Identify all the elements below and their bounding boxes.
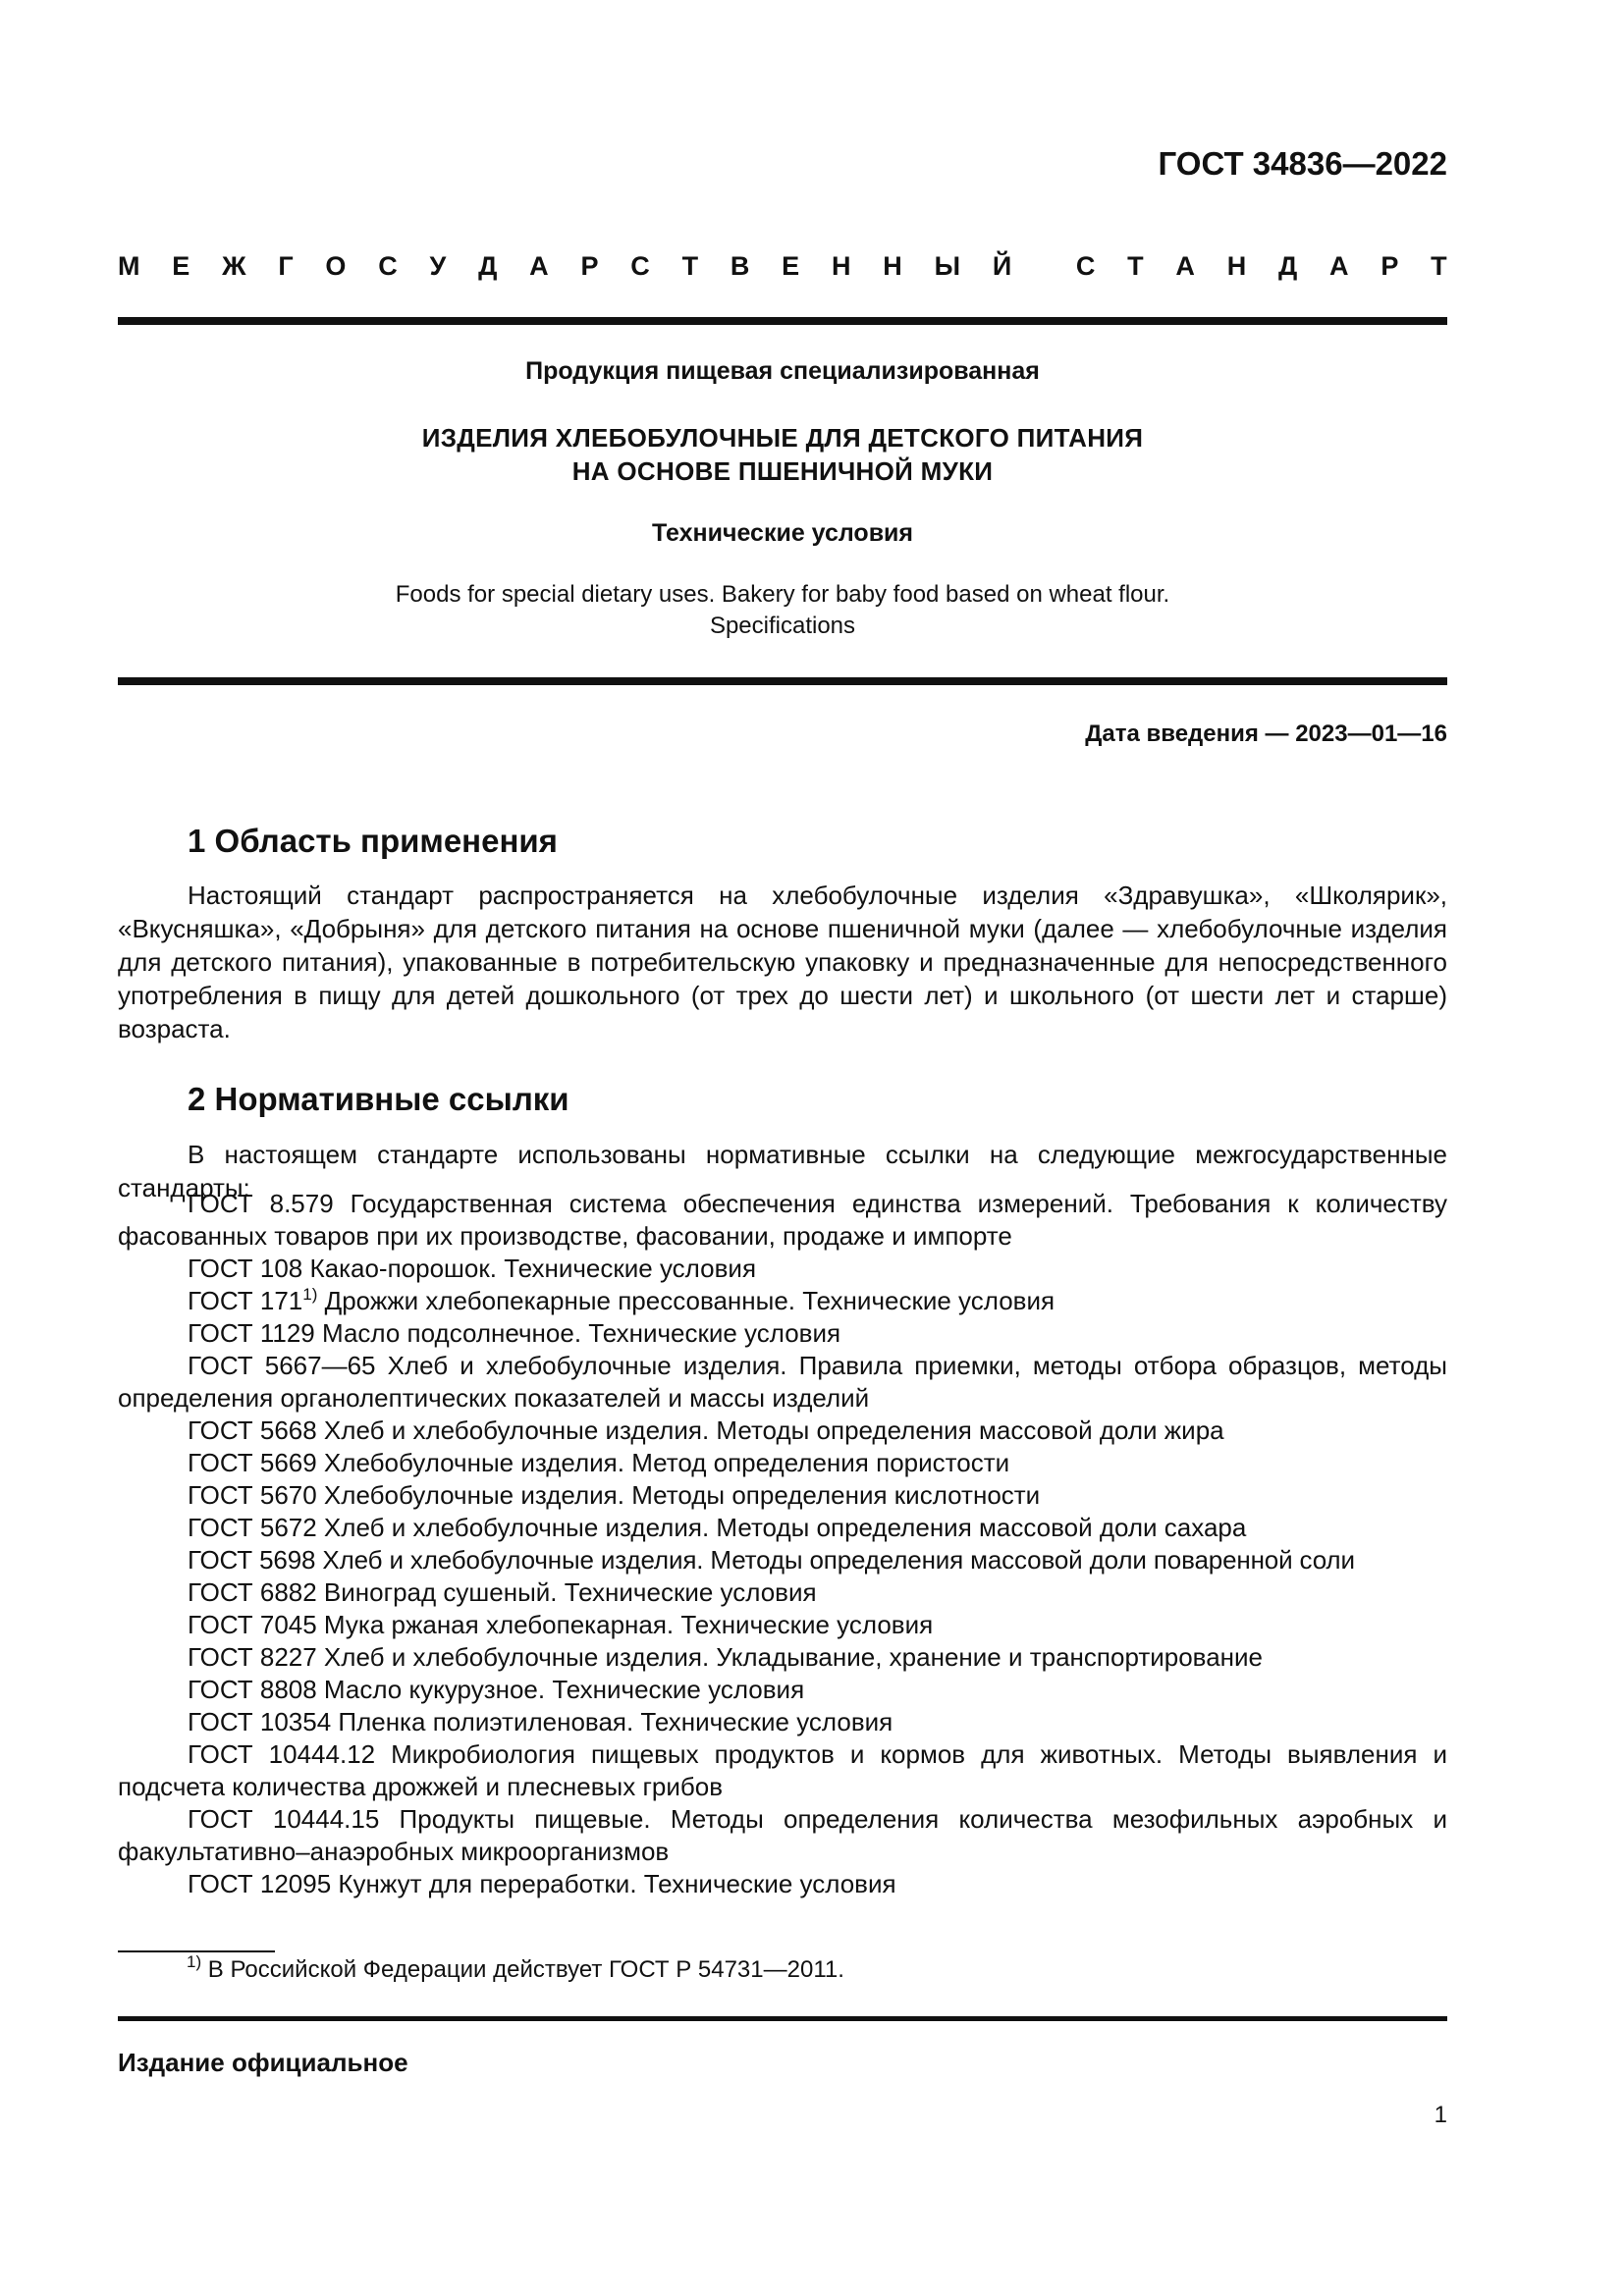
footnote (187, 1952, 844, 1984)
reference-item: ГОСТ 10354 Пленка полиэтиленовая. Технические условия (188, 1707, 893, 1736)
reference-item: ГОСТ 12095 Кунжут для переработки. Технические условия (188, 1869, 896, 1898)
normative-references-list (118, 1188, 1447, 1900)
banner-letter: Е (172, 251, 190, 281)
reference-item: ГОСТ 5668 Хлеб и хлебобулочные изделия. Методы определения массовой доли жира (188, 1415, 1224, 1445)
banner-letter: С (1075, 251, 1096, 281)
reference-item: ГОСТ 10444.12 Микробиология пищевых продуктов и кормов для животных. Методы выявления и подсчета количества дрожжей и плесневых грибов (118, 1739, 1447, 1801)
english-title-line-1: Foods for special dietary uses. Bakery for baby food based on wheat flour. (395, 581, 1170, 608)
banner-letter: У (429, 251, 447, 281)
reference-item: ГОСТ 108 Какао-порошок. Технические условия (188, 1254, 757, 1283)
reference-item: ГОСТ 10444.15 Продукты пищевые. Методы определения количества мезофильных аэробных и факультативно–анаэробных микроорганизмов (118, 1804, 1447, 1866)
banner-letter: Д (478, 251, 498, 281)
banner-letter: Н (1226, 251, 1247, 281)
reference-item: ГОСТ 8.579 Государственная система обеспечения единства измерений. Требования к количеству фасованных товаров при их производстве, фасовании, продаже и импорте (118, 1189, 1447, 1251)
interstate-standard-banner (118, 251, 1447, 282)
banner-letter: Е (782, 251, 800, 281)
standard-title-line-1: ИЗДЕЛИЯ ХЛЕБОБУЛОЧНЫЕ ДЛЯ ДЕТСКОГО ПИТАНИЯ (421, 423, 1144, 453)
banner-letter: Г (278, 251, 294, 281)
reference-item: ГОСТ 7045 Мука ржаная хлебопекарная. Технические условия (188, 1610, 934, 1639)
footnote-text: В Российской Федерации действует ГОСТ Р 54731—2011. (207, 1956, 844, 1983)
banner-letter: Н (831, 251, 851, 281)
reference-item: ГОСТ 8808 Масло кукурузное. Технические условия (188, 1675, 805, 1704)
banner-letter: С (630, 251, 650, 281)
standard-spec: Технические условия (651, 519, 914, 547)
reference-item: ГОСТ 6882 Виноград сушеный. Технические условия (188, 1577, 817, 1607)
banner-letter: Т (1127, 251, 1144, 281)
page-number: 1 (1434, 2102, 1447, 2128)
banner-letter: Р (580, 251, 599, 281)
header-rule (118, 317, 1447, 325)
reference-item: ГОСТ 5698 Хлеб и хлебобулочные изделия. Методы определения массовой доли поваренной соли (188, 1545, 1355, 1575)
banner-letter: Т (681, 251, 699, 281)
banner-letter: А (1175, 251, 1195, 281)
banner-letter: Й (992, 251, 1012, 281)
footnote-marker: 1) (187, 1952, 202, 1971)
reference-title: Дрожжи хлебопекарные прессованные. Технические условия (324, 1286, 1056, 1315)
title-rule (118, 677, 1447, 685)
document-number: ГОСТ 34836—2022 (1158, 145, 1447, 182)
english-title (118, 579, 1447, 642)
reference-item: ГОСТ 1129 Масло подсолнечное. Технические условия (188, 1318, 841, 1348)
banner-letter: Т (1431, 251, 1447, 281)
reference-item: ГОСТ 5672 Хлеб и хлебобулочные изделия. Методы определения массовой доли сахара (188, 1513, 1247, 1542)
introduction-date: Дата введения — 2023—01—16 (1085, 721, 1447, 747)
reference-item: ГОСТ 5667—65 Хлеб и хлебобулочные изделия. Правила приемки, методы отбора образцов, методы определения органолептических показателей и массы изделий (118, 1351, 1447, 1413)
banner-letter: О (325, 251, 347, 281)
section-1-text: Настоящий стандарт распространяется на хлебобулочные изделия «Здравушка», «Школярик», «Вкусняшка», «Добрыня» для детского питания на основе пшеничной муки (далее — хлебобулочные изделия для детского питания), упакованные в потребительскую упаковку и предназначенные для непосредственного употребления в пищу для детей дошкольного (от трех до шести лет) и школьного (от шести лет и старше) возраста. (118, 881, 1447, 1043)
banner-letter: Ж (222, 251, 246, 281)
reference-item: ГОСТ 5670 Хлебобулочные изделия. Методы определения кислотности (188, 1480, 1041, 1510)
section-1-heading: 1 Область применения (188, 823, 558, 859)
banner-letter: Д (1278, 251, 1298, 281)
reference-code: ГОСТ 171 (188, 1286, 303, 1315)
banner-letter: А (1329, 251, 1349, 281)
reference-item (118, 1285, 1447, 1317)
section-2-heading: 2 Нормативные ссылки (188, 1081, 569, 1117)
section-2-intro: В настоящем стандарте использованы нормативные ссылки на следующие межгосударственные стандарты: (118, 1140, 1447, 1202)
standard-subject: Продукция пищевая специализированная (525, 357, 1040, 385)
english-title-line-2: Specifications (709, 613, 856, 639)
reference-item: ГОСТ 8227 Хлеб и хлебобулочные изделия. Укладывание, хранение и транспортирование (188, 1642, 1264, 1672)
footnote-marker: 1) (302, 1285, 318, 1304)
banner-letter: В (730, 251, 750, 281)
banner-letter: Р (1380, 251, 1399, 281)
standard-title (118, 421, 1447, 488)
banner-letter: Н (883, 251, 902, 281)
footer-rule (118, 2016, 1447, 2021)
banner-letter: С (378, 251, 398, 281)
standard-title-line-2: НА ОСНОВЕ ПШЕНИЧНОЙ МУКИ (571, 456, 994, 486)
official-edition-label: Издание официальное (118, 2048, 408, 2077)
banner-letter: М (118, 251, 140, 281)
reference-item: ГОСТ 5669 Хлебобулочные изделия. Метод определения пористости (188, 1448, 1010, 1477)
banner-letter: Ы (934, 251, 961, 281)
banner-letter: А (529, 251, 549, 281)
